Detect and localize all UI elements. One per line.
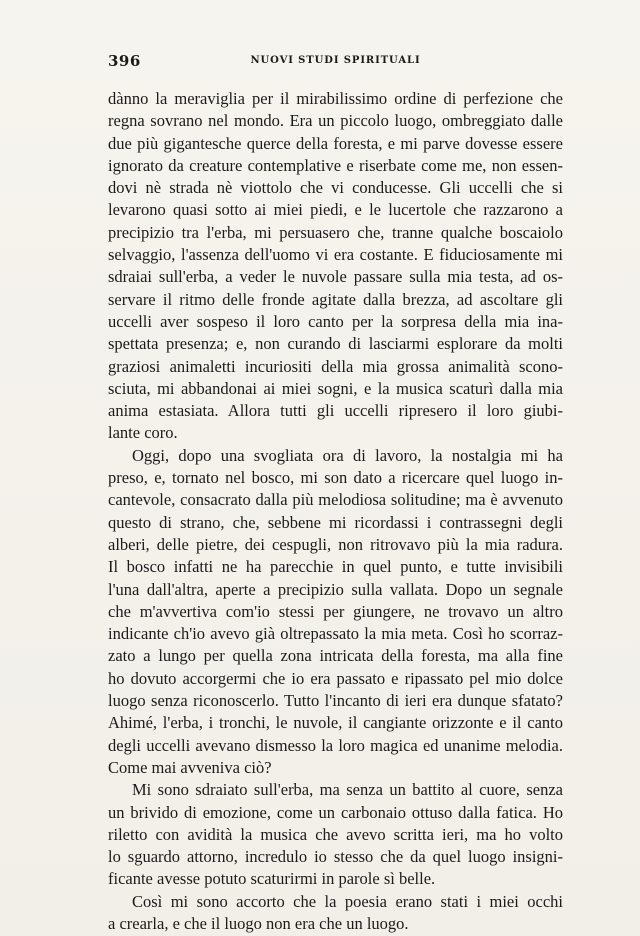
running-head: NUOVI STUDI SPIRITUALI (250, 55, 421, 66)
text-line: ignorato da creature contemplative e riserbate come me, non essen- (108, 155, 563, 175)
text-line: Oggi, dopo una svogliata ora di lavoro, la nostalgia mi ha (132, 445, 563, 465)
body-text (108, 88, 563, 935)
text-line: sciuta, mi abbandonai ai miei sogni, e la musica scaturì dalla mia (108, 378, 563, 398)
text-line: graziosi animaletti incuriositi della mia grossa animalità scono- (108, 356, 563, 376)
text-line: cantevole, consacrato dalla più melodiosa solitudine; ma è avvenuto (108, 490, 563, 510)
text-line: zato a lungo per quella zona intricata della foresta, ma alla fine (108, 646, 563, 666)
text-line: servare il ritmo delle fronde agitate dalla brezza, ad ascoltare gli (108, 289, 563, 309)
text-line: selvaggio, l'assenza dell'uomo vi era costante. E fiduciosamente mi (108, 245, 563, 265)
paragraph-4 (108, 891, 563, 936)
text-line: regna sovrano nel mondo. Era un piccolo luogo, ombreggiato dalle (108, 111, 563, 131)
text-line: due più gigantesche querce della foresta, e mi parve dovesse essere (108, 133, 563, 153)
text-line: lo sguardo attorno, incredulo io stesso che da quel luogo insigni- (108, 847, 563, 867)
text-line: Il bosco infatti ne ha parecchie in quel punto, e tutte invisibili (108, 557, 563, 577)
paragraph-1 (108, 88, 563, 445)
text-line: a crearla, e che il luogo non era che un luogo. (108, 913, 409, 933)
text-line: Come mai avveniva ciò? (108, 757, 272, 777)
text-line: indicante ch'io avevo già oltrepassato la mia meta. Così ho scorraz- (108, 624, 563, 644)
text-line: riletto con avidità la musica che avevo scritta ieri, ma ho volto (108, 824, 563, 844)
text-line: Così mi sono accorto che la poesia erano stati i miei occhi (132, 891, 563, 911)
text-line: ficante avesse potuto scaturirmi in parole sì belle. (108, 869, 436, 889)
text-line: Mi sono sdraiato sull'erba, ma senza un battito al cuore, senza (132, 780, 563, 800)
text-line: alberi, delle pietre, dei cespugli, non ritrovavo più la mia radura. (108, 534, 563, 554)
text-line: degli uccelli avevano dismesso la loro magica ed unanime melodia. (108, 735, 563, 755)
text-line: che m'avvertiva com'io stessi per giungere, ne trovavo un altro (108, 601, 563, 621)
text-line: questo di strano, che, sebbene mi ricordassi i contrassegni degli (108, 512, 563, 532)
text-line: lante coro. (108, 423, 178, 443)
text-line: sdraiai sull'erba, a veder le nuvole passare sulla mia testa, ad os- (108, 267, 563, 287)
page-number: 396 (108, 52, 141, 70)
text-line: anima estasiata. Allora tutti gli uccelli ripresero il loro giubi- (108, 401, 563, 421)
text-line: dovi nè strada nè viottolo che vi conducesse. Gli uccelli che si (108, 178, 563, 198)
text-line: ho dovuto accorgermi che io era passato e ripassato pel mio dolce (108, 668, 563, 688)
text-line: precipizio tra l'erba, mi persuasero che, tranne qualche boscaiolo (108, 222, 563, 242)
text-line: Ahimé, l'erba, i tronchi, le nuvole, il cangiante orizzonte e il canto (108, 713, 563, 733)
text-line: uccelli aver sospeso il loro canto per la sorpresa della mia ina- (108, 311, 563, 331)
paragraph-2 (108, 445, 563, 779)
text-line: dànno la meraviglia per il mirabilissimo ordine di perfezione che (108, 89, 563, 108)
text-line: preso, e, tornato nel bosco, mi son dato a ricercare quel luogo in- (108, 468, 563, 488)
text-line: l'una dall'altra, aperte a precipizio sulla vallata. Dopo un segnale (108, 579, 563, 599)
paragraph-3 (108, 779, 563, 890)
text-line: levarono quasi sotto ai miei piedi, e le lucertole che razzarono a (108, 200, 563, 220)
page-header (108, 52, 563, 74)
text-line: spettata presenza; e, non curando di lasciarmi esplorare da molti (108, 334, 563, 354)
text-line: luogo senza riconoscerlo. Tutto l'incanto di ieri era dunque sfatato? (108, 691, 563, 711)
text-line: un brivido di emozione, come un carbonaio ottuso dalla fatica. Ho (108, 802, 563, 822)
